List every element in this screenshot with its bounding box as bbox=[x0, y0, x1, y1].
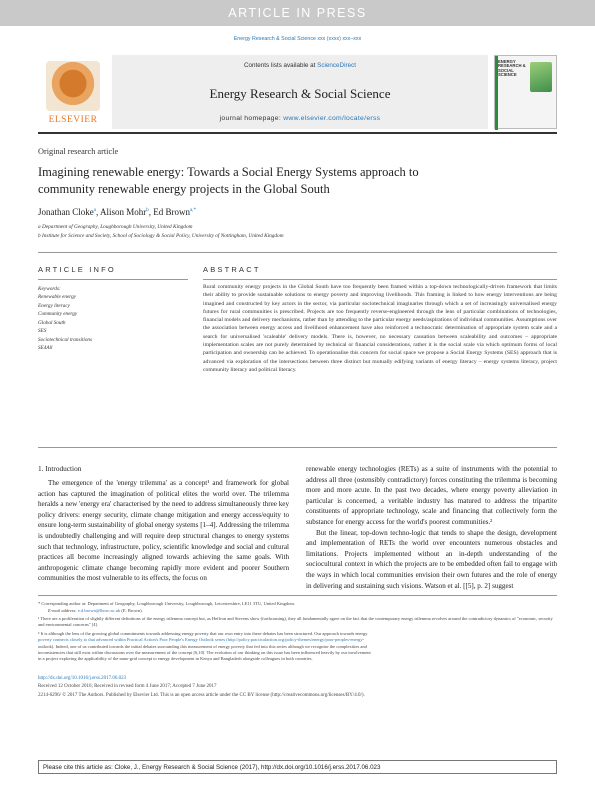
body-column-right bbox=[306, 464, 557, 591]
journal-cover-thumbnail[interactable] bbox=[494, 55, 557, 129]
keyword: Renewable energy bbox=[38, 294, 76, 300]
footnote-divider bbox=[38, 595, 557, 596]
keyword: Sociotechnical transitions bbox=[38, 336, 93, 343]
author-list: Jonathan Cloke$^a$, Alison Mohr$^b$, Ed Brown$^{a,*}$ bbox=[38, 207, 196, 217]
body-column-left bbox=[38, 478, 289, 584]
author-sup[interactable]: a,* bbox=[190, 208, 196, 213]
keyword: Global South bbox=[38, 319, 66, 326]
license-line: 2214-6296/ © 2017 The Authors. Published by Elsevier Ltd. This is an open access article under the CC BY license (http://creativecommons.org/licenses/BY/4.0/). bbox=[38, 693, 365, 698]
footnote-email bbox=[48, 608, 567, 614]
cover-title: ENERGY RESEARCH & SOCIAL SCIENCE bbox=[498, 59, 526, 78]
abstract-heading: ABSTRACT bbox=[203, 265, 261, 274]
divider bbox=[38, 252, 557, 253]
email-suffix: (E. Brown). bbox=[120, 608, 143, 613]
body-paragraph: renewable energy technologies (RETs) as a suite of instruments with the potential to address all three (ostensibly contradictory) forces constituting the trilemma is becoming more and more acute. In the past two decades, where energy poverty alleviation in particular is concerned, a veritable industry has matured to address the tripartite constituents of appropriate technology, scale and financing that collectively form the substance for energy access for the world's poorest communities.² bbox=[306, 465, 557, 526]
footnote-2-line: outlook). Indeed, one of us contributed towards the initial debates surrounding this measurement of energy poverty that fed into this series although we recognise the complexities and bbox=[38, 643, 367, 649]
author-name[interactable]: Jonathan Cloke bbox=[38, 207, 94, 217]
affiliation-a: a Department of Geography, Loughborough University, United Kingdom bbox=[38, 224, 193, 230]
publisher-name: ELSEVIER bbox=[48, 115, 98, 125]
cover-art-icon bbox=[530, 62, 552, 92]
journal-reference[interactable]: Energy Research & Social Science xxx (xxxx) xxx–xxx bbox=[233, 36, 362, 42]
author-sup[interactable]: a bbox=[93, 208, 96, 213]
abstract-divider bbox=[203, 279, 557, 280]
author-name[interactable]: Alison Mohr bbox=[100, 207, 147, 217]
contents-line bbox=[112, 62, 488, 69]
info-divider bbox=[38, 279, 188, 280]
homepage-prefix: journal homepage: bbox=[219, 115, 284, 122]
keyword: Community energy bbox=[38, 311, 78, 317]
keywords-label: Keywords: bbox=[38, 286, 61, 292]
body-paragraph: But the linear, top-down techno-logic that tends to shape the design, development and implementation of RETs the world over encounters numerous obstacles and limitations. Projects implemented without an in-depth understanding of the sociocultural context in which the projects are to be embedded often fail to engage with the ways in which local communities envision their own futures and the role of energy in delivering and sustaining such visions. Watson et al. [[5], p. 2] suggest bbox=[306, 528, 557, 590]
sciencedirect-link[interactable]: ScienceDirect bbox=[317, 62, 356, 69]
received-dates: Received 12 October 2016; Received in revised form 4 June 2017; Accepted 7 June 2017 bbox=[38, 684, 217, 689]
body-paragraph: The emergence of the 'energy trilemma' as a concept¹ and framework for global action has captured the imagination of political elites the world over. The trilemma heralds a new 'energy era' characterised by the need to address simultaneously three key policy drivers: energy security, climate change mitigation and energy access/equity to ensure long-term sustainability of global energy systems [1–4]. Addressing the trilemma is undoubtedly challenging and will require deep structural changes to energy systems such that technology, infrastructure, policy, scientific knowledge and social and cultural practices all become increasingly aligned towards achieving the same goals. With anthropogenic climate change becoming rapidly more evident and poorer Southern communities the most vulnerable to its effects, the focus on bbox=[38, 479, 289, 583]
section-heading-introduction: 1. Introduction bbox=[38, 464, 82, 473]
contents-prefix: Contents lists available at bbox=[243, 62, 318, 69]
footnote-2-line: ² It is although the lens of the growing global commitments towards addressing energy poverty that our own entry into these debates has been structured. Our approach towards energy bbox=[38, 631, 368, 636]
abstract-text: Rural community energy projects in the Global South have too frequently been framed within a top-down technologically-driven framework that limits their ability to provide sustainable solutions to energy poverty and improving livelihoods. This framing is linked to how energy interventions are being imagined and constructed by key actors in the sector, via particular sociotechnical imaginaries through which a set of increasingly universalised energy futures for rural communities is prescribed. Projects are too frequently reverse-engineered through the lens of particular combinations of technologies, financial models and delivery mechanisms, rather than by attending to the particular energy needs/aspirations of individual communities. Assumptions over the association between energy access and livelihood enhancement have also reinforced a technocratic determination of appropriate system scale and a search for universalised 'scaleable' delivery models. There is, however, no necessary causation between scaleability and outcomes – appropriate implementation scales are not purely determined by technical or financial considerations, rather it is the social scale via which optimum forms of local participation and ownership can be achieved. To operationalise this concern for social space we propose a Social Energy Systems (SES) approach that is advanced via exploration of the intersections between three distinct but mutually edifying variants of energy literacy – energy systems literacy, project community literacy and political literacy. bbox=[203, 284, 558, 373]
journal-info-box bbox=[112, 55, 488, 129]
title-line-2: community renewable energy projects in the Global South bbox=[38, 182, 330, 196]
footnote-2-line: inconsistencies that still exist within discussions over the measurement of the concept [6,10]. The evolution of our thinking on this issue has been influenced heavily by our involvement bbox=[38, 649, 371, 655]
article-title bbox=[38, 164, 508, 198]
homepage-link[interactable]: www.elsevier.com/locate/erss bbox=[283, 115, 381, 122]
journal-masthead bbox=[38, 55, 557, 134]
article-info-heading: ARTICLE INFO bbox=[38, 265, 116, 274]
author-name[interactable]: Ed Brown bbox=[153, 207, 191, 217]
elsevier-logo[interactable] bbox=[38, 59, 108, 125]
email-label: E-mail address: bbox=[48, 608, 78, 613]
footnote-2 bbox=[38, 631, 557, 662]
affiliation-b: b Institute for Science and Society, School of Sociology & Social Policy, University of Nottingham, United Kingdom bbox=[38, 233, 284, 239]
divider bbox=[38, 447, 557, 448]
footnote-2-line[interactable]: poverty connects closely to that advanced within Practical Action's Poor People's Energy Outlook series (http://policy.practicalaction.org/policy-themes/energy/poor-peoples-energy- bbox=[38, 637, 365, 643]
keyword: SE4All bbox=[38, 345, 53, 351]
cite-this-article-box: Please cite this article as: Cloke, J., Energy Research & Social Science (2017), http://dx.doi.org/10.1016/j.erss.2017.06.023 bbox=[38, 760, 557, 774]
title-line-1: Imagining renewable energy: Towards a Social Energy Systems approach to bbox=[38, 165, 419, 179]
author-sup[interactable]: b bbox=[146, 208, 149, 213]
article-in-press-banner: ARTICLE IN PRESS bbox=[0, 0, 595, 26]
email-link[interactable]: e.d.brown@lboro.ac.uk bbox=[77, 608, 121, 613]
article-type: Original research article bbox=[38, 147, 119, 156]
keyword: SES bbox=[38, 328, 47, 334]
footnote-2-line: in a project exploring the applicability of the nano-grid concept to energy development in Kenya and Bangladesh alongside colleagues in both countries. bbox=[38, 656, 313, 662]
keyword: Energy literacy bbox=[38, 302, 70, 309]
footnote-1: ¹ There are a proliferation of slightly different definitions of the energy trilemma concept but, as Heffron and Stevens show (forthcoming), they all fundamentally agree on the fact that the contemporary energy trilemma revolves around the contradictory dynamics of "economic, security and environmental concerns" [4]. bbox=[38, 616, 553, 628]
homepage-line bbox=[112, 115, 488, 122]
footnote-corresponding: * Corresponding author at: Department of Geography, Loughborough University, Loughborough, Leicestershire, LE11 3TU, United Kingdom. bbox=[38, 601, 295, 606]
tree-logo-icon bbox=[46, 61, 100, 111]
doi-link[interactable]: http://dx.doi.org/10.1016/j.erss.2017.06.023 bbox=[38, 676, 127, 681]
journal-title: Energy Research & Social Science bbox=[209, 86, 391, 101]
